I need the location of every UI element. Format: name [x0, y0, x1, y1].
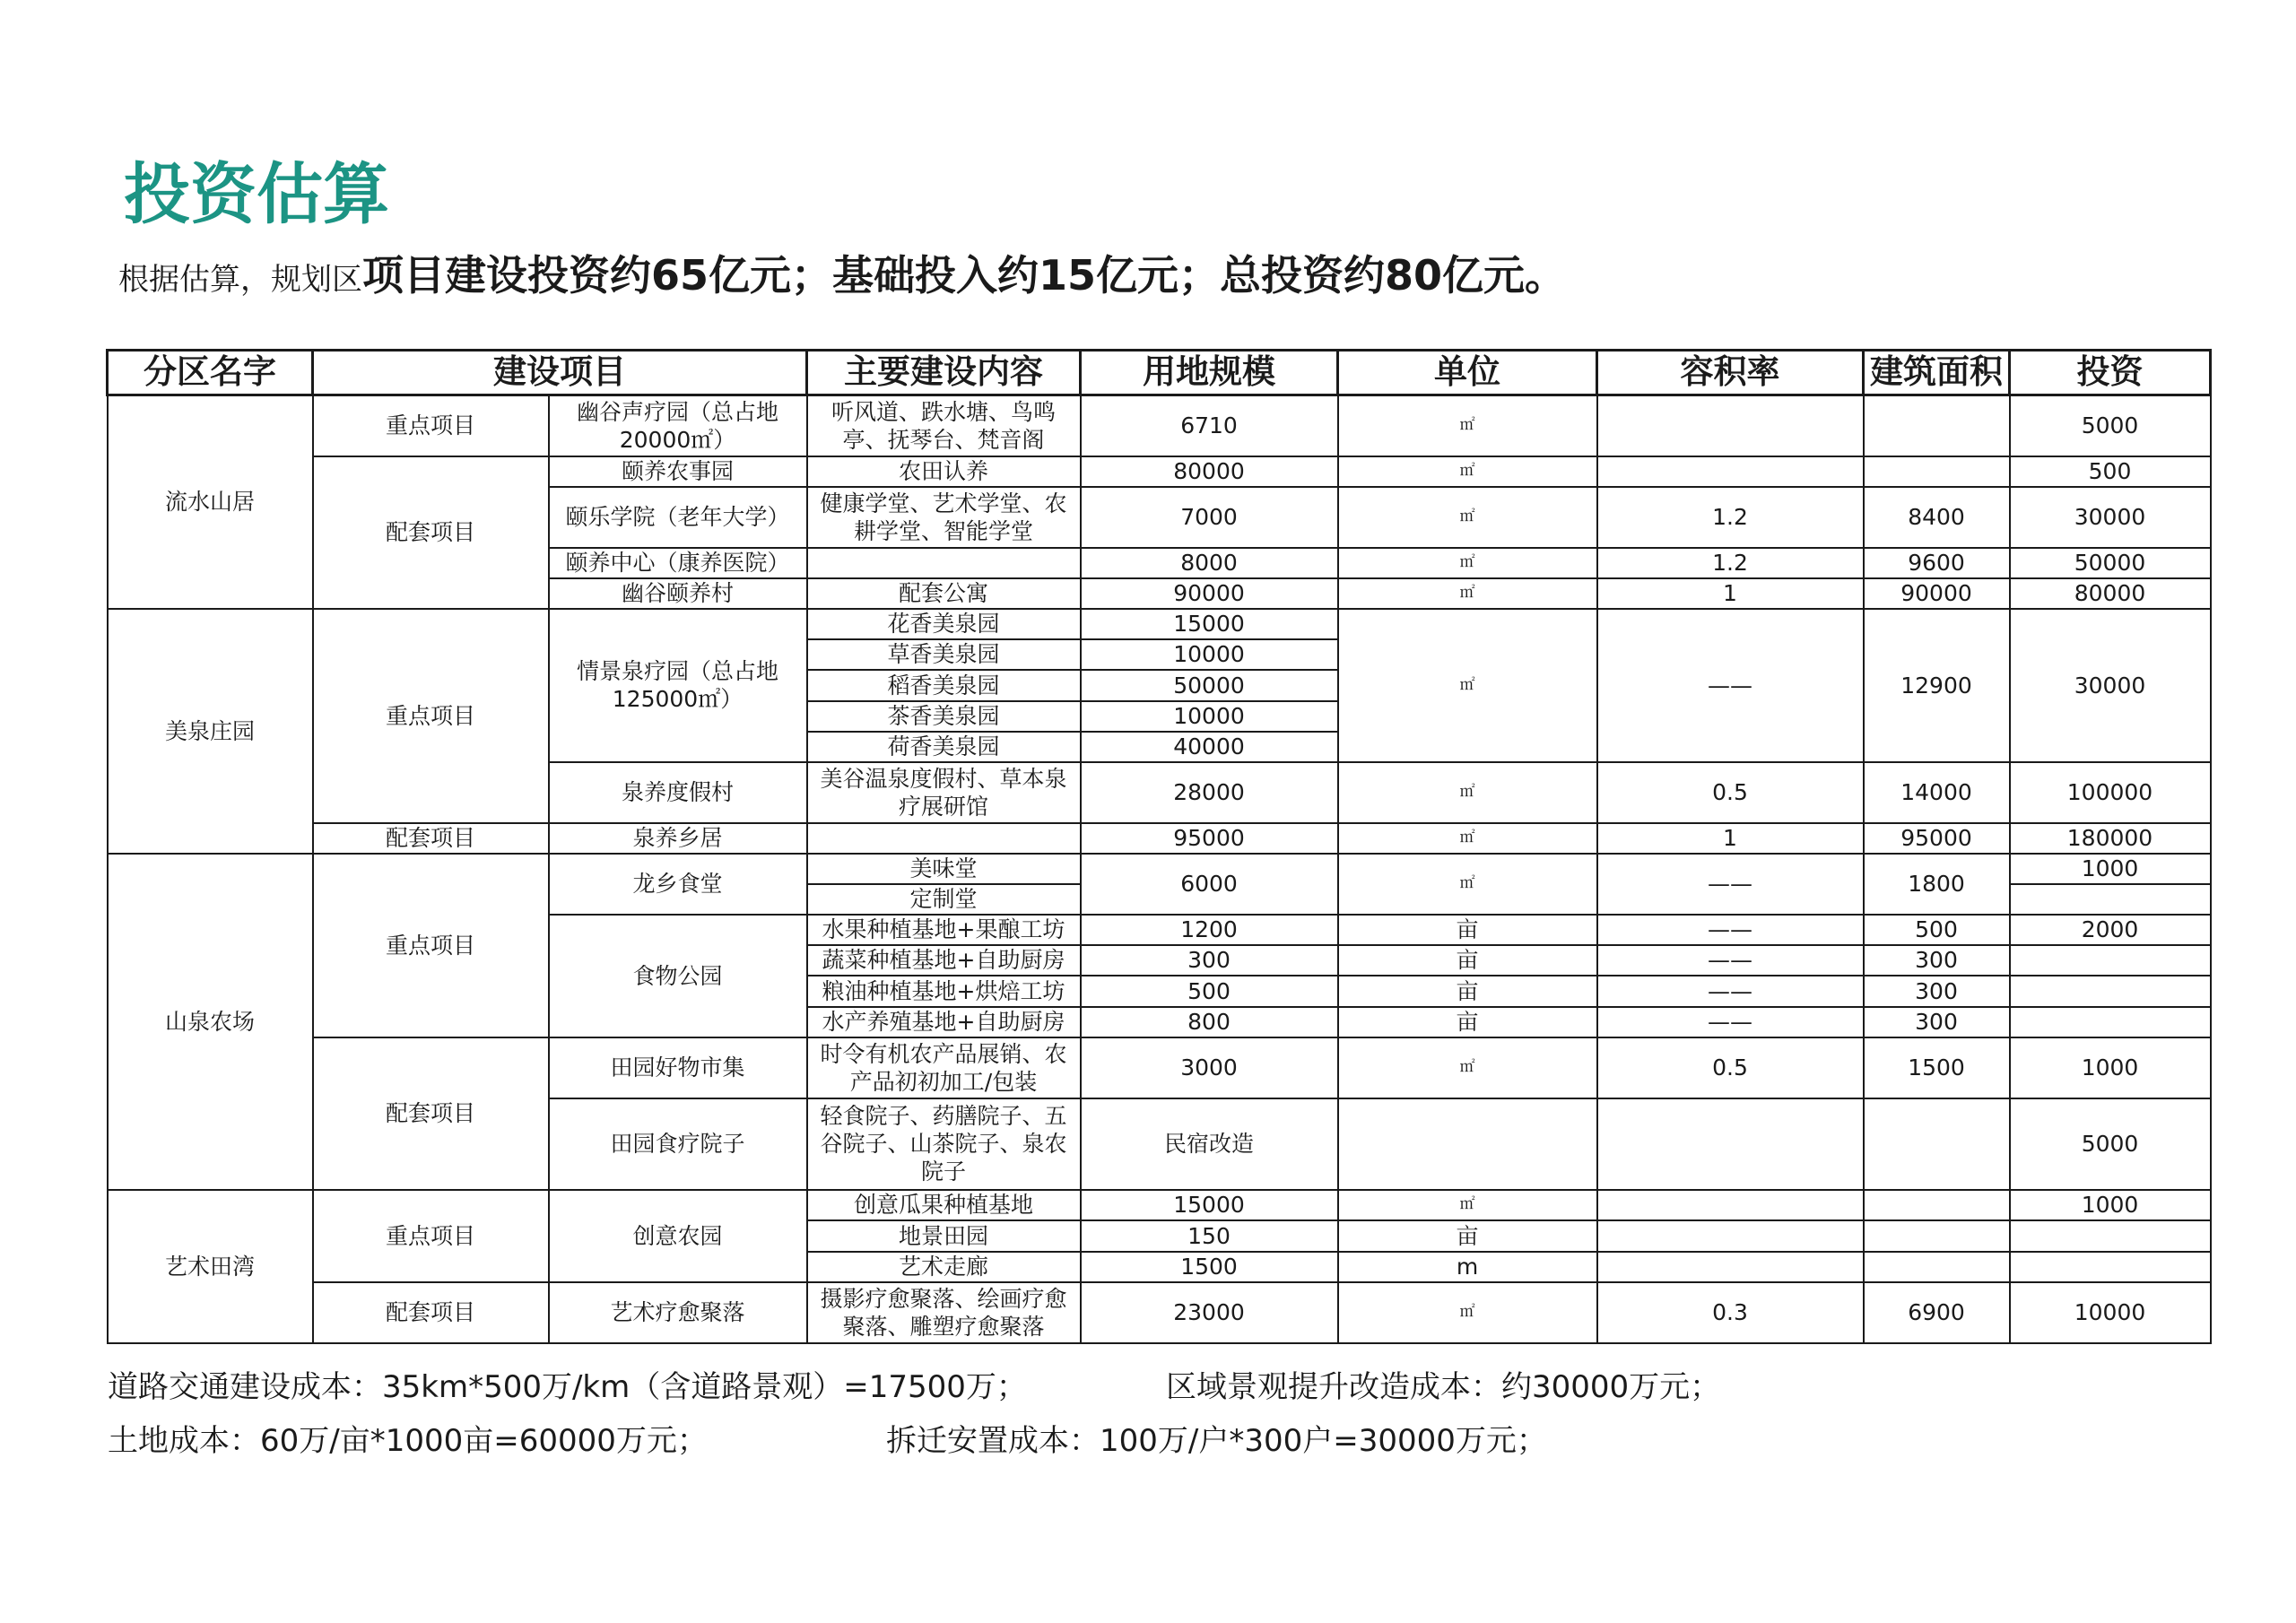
- content-cell: 创意瓜果种植基地: [807, 1190, 1081, 1220]
- invest-cell: 1000: [2010, 854, 2211, 884]
- land-cell: 500: [1081, 976, 1338, 1007]
- content-cell: 蔬菜种植基地+自助厨房: [807, 945, 1081, 976]
- content-cell: 美味堂: [807, 854, 1081, 884]
- table-row: [108, 823, 2211, 854]
- unit-cell: ㎡: [1338, 578, 1597, 609]
- unit-cell: ㎡: [1338, 487, 1597, 548]
- table-row: [108, 1037, 2211, 1098]
- invest-cell: [2010, 1220, 2211, 1252]
- content-cell: 地景田园: [807, 1220, 1081, 1252]
- project-cell: 泉养乡居: [549, 823, 807, 854]
- invest-cell: 1000: [2010, 1037, 2211, 1098]
- land-cell: 6710: [1081, 395, 1338, 456]
- area-cell: 12900: [1864, 609, 2010, 762]
- unit-cell: ㎡: [1338, 395, 1597, 456]
- table-row: [108, 456, 2211, 487]
- table-row: [108, 395, 2211, 456]
- area-cell: 8400: [1864, 487, 2010, 548]
- note-landscape-cost: 区域景观提升改造成本：约30000万元；: [1166, 1369, 1721, 1405]
- project-cell: 食物公园: [549, 915, 807, 1037]
- header-far: 容积率: [1597, 351, 1864, 395]
- category-cell: 配套项目: [313, 456, 549, 609]
- land-cell: 7000: [1081, 487, 1338, 548]
- table-row: [108, 1190, 2211, 1220]
- category-cell: 配套项目: [313, 1037, 549, 1190]
- land-cell: 15000: [1081, 1190, 1338, 1220]
- far-cell: 0.5: [1597, 762, 1864, 823]
- category-cell: 重点项目: [313, 1190, 549, 1282]
- header-zone: 分区名字: [108, 351, 313, 395]
- far-cell: 1.2: [1597, 548, 1864, 578]
- land-cell: 80000: [1081, 456, 1338, 487]
- content-cell: 花香美泉园: [807, 609, 1081, 639]
- invest-cell: [2010, 945, 2211, 976]
- land-cell: 90000: [1081, 578, 1338, 609]
- content-cell: 美谷温泉度假村、草本泉疗展研馆: [807, 762, 1081, 823]
- content-cell: 粮油种植基地+烘焙工坊: [807, 976, 1081, 1007]
- far-cell: ——: [1597, 945, 1864, 976]
- area-cell: 6900: [1864, 1282, 2010, 1343]
- area-cell: 500: [1864, 915, 2010, 945]
- unit-cell: ㎡: [1338, 609, 1597, 762]
- invest-cell: 10000: [2010, 1282, 2211, 1343]
- content-cell: 稻香美泉园: [807, 670, 1081, 701]
- area-cell: 300: [1864, 1007, 2010, 1037]
- area-cell: [1864, 1098, 2010, 1190]
- far-cell: 1: [1597, 823, 1864, 854]
- zone-cell: 流水山居: [108, 395, 313, 609]
- summary-line: [118, 251, 1567, 299]
- unit-cell: m: [1338, 1252, 1597, 1282]
- summary-main: 项目建设投资约65亿元；基础投入约15亿元；总投资约80亿元。: [362, 251, 1567, 299]
- area-cell: [1864, 1252, 2010, 1282]
- land-cell: 10000: [1081, 639, 1338, 670]
- land-cell: 23000: [1081, 1282, 1338, 1343]
- unit-cell: 亩: [1338, 915, 1597, 945]
- unit-cell: ㎡: [1338, 1282, 1597, 1343]
- area-cell: 95000: [1864, 823, 2010, 854]
- category-cell: 重点项目: [313, 854, 549, 1037]
- category-cell: 重点项目: [313, 609, 549, 823]
- far-cell: [1597, 1190, 1864, 1220]
- unit-cell: ㎡: [1338, 1037, 1597, 1098]
- land-cell: 1500: [1081, 1252, 1338, 1282]
- unit-cell: ㎡: [1338, 823, 1597, 854]
- invest-cell: [2010, 976, 2211, 1007]
- project-cell: 艺术疗愈聚落: [549, 1282, 807, 1343]
- land-cell: 95000: [1081, 823, 1338, 854]
- land-cell: 民宿改造: [1081, 1098, 1338, 1190]
- invest-cell: 50000: [2010, 548, 2211, 578]
- unit-cell: 亩: [1338, 976, 1597, 1007]
- table-header-row: [108, 351, 2211, 395]
- zone-cell: 艺术田湾: [108, 1190, 313, 1343]
- land-cell: 50000: [1081, 670, 1338, 701]
- project-cell: 幽谷声疗园（总占地20000㎡）: [549, 395, 807, 456]
- area-cell: 90000: [1864, 578, 2010, 609]
- invest-cell: [2010, 1007, 2211, 1037]
- area-cell: 1800: [1864, 854, 2010, 915]
- header-invest: 投资: [2010, 351, 2211, 395]
- content-cell: 听风道、跌水塘、鸟鸣亭、抚琴台、梵音阁: [807, 395, 1081, 456]
- content-cell: 草香美泉园: [807, 639, 1081, 670]
- project-cell: 创意农园: [549, 1190, 807, 1282]
- far-cell: [1597, 1252, 1864, 1282]
- note-relocation-cost: 拆迁安置成本：100万/户*300户=30000万元；: [886, 1423, 1547, 1459]
- content-cell: 摄影疗愈聚落、绘画疗愈聚落、雕塑疗愈聚落: [807, 1282, 1081, 1343]
- area-cell: [1864, 456, 2010, 487]
- area-cell: [1864, 395, 2010, 456]
- unit-cell: [1338, 1098, 1597, 1190]
- unit-cell: ㎡: [1338, 762, 1597, 823]
- invest-cell: 2000: [2010, 915, 2211, 945]
- invest-cell: 500: [2010, 456, 2211, 487]
- category-cell: 重点项目: [313, 395, 549, 456]
- area-cell: 300: [1864, 976, 2010, 1007]
- far-cell: [1597, 395, 1864, 456]
- content-cell: 时令有机农产品展销、农产品初初加工/包装: [807, 1037, 1081, 1098]
- table-row: [108, 1282, 2211, 1343]
- header-land: 用地规模: [1081, 351, 1338, 395]
- invest-cell: 5000: [2010, 1098, 2211, 1190]
- unit-cell: ㎡: [1338, 1190, 1597, 1220]
- far-cell: 1: [1597, 578, 1864, 609]
- far-cell: ——: [1597, 609, 1864, 762]
- project-cell: 田园好物市集: [549, 1037, 807, 1098]
- area-cell: 9600: [1864, 548, 2010, 578]
- content-cell: 艺术走廊: [807, 1252, 1081, 1282]
- land-cell: 300: [1081, 945, 1338, 976]
- far-cell: [1597, 456, 1864, 487]
- land-cell: 3000: [1081, 1037, 1338, 1098]
- land-cell: 150: [1081, 1220, 1338, 1252]
- invest-cell: [2010, 1252, 2211, 1282]
- content-cell: [807, 823, 1081, 854]
- far-cell: ——: [1597, 854, 1864, 915]
- table-row: [108, 609, 2211, 639]
- note-road-cost: 道路交通建设成本：35km*500万/km（含道路景观）=17500万；: [108, 1369, 1027, 1405]
- invest-cell: 30000: [2010, 609, 2211, 762]
- land-cell: 15000: [1081, 609, 1338, 639]
- project-cell: 颐乐学院（老年大学）: [549, 487, 807, 548]
- invest-cell: 5000: [2010, 395, 2211, 456]
- project-cell: 颐养中心（康养医院）: [549, 548, 807, 578]
- area-cell: [1864, 1190, 2010, 1220]
- content-cell: 水产养殖基地+自助厨房: [807, 1007, 1081, 1037]
- invest-cell: 1000: [2010, 1190, 2211, 1220]
- content-cell: 定制堂: [807, 884, 1081, 915]
- unit-cell: ㎡: [1338, 854, 1597, 915]
- note-land-cost: 土地成本：60万/亩*1000亩=60000万元；: [108, 1423, 708, 1459]
- header-content: 主要建设内容: [807, 351, 1081, 395]
- far-cell: ——: [1597, 1007, 1864, 1037]
- header-unit: 单位: [1338, 351, 1597, 395]
- project-cell: 情景泉疗园（总占地125000㎡）: [549, 609, 807, 762]
- category-cell: 配套项目: [313, 823, 549, 854]
- project-cell: 泉养度假村: [549, 762, 807, 823]
- content-cell: 轻食院子、药膳院子、五谷院子、山茶院子、泉农院子: [807, 1098, 1081, 1190]
- table-row: [108, 854, 2211, 884]
- content-cell: 荷香美泉园: [807, 732, 1081, 762]
- land-cell: 1200: [1081, 915, 1338, 945]
- content-cell: 水果种植基地+果酿工坊: [807, 915, 1081, 945]
- land-cell: 10000: [1081, 701, 1338, 732]
- area-cell: 14000: [1864, 762, 2010, 823]
- content-cell: 健康学堂、艺术学堂、农耕学堂、智能学堂: [807, 487, 1081, 548]
- header-project: 建设项目: [313, 351, 807, 395]
- far-cell: ——: [1597, 915, 1864, 945]
- project-cell: 龙乡食堂: [549, 854, 807, 915]
- unit-cell: 亩: [1338, 945, 1597, 976]
- page-title: 投资估算: [124, 156, 389, 233]
- far-cell: [1597, 1098, 1864, 1190]
- content-cell: 配套公寓: [807, 578, 1081, 609]
- unit-cell: 亩: [1338, 1220, 1597, 1252]
- zone-cell: 山泉农场: [108, 854, 313, 1190]
- unit-cell: 亩: [1338, 1007, 1597, 1037]
- content-cell: 茶香美泉园: [807, 701, 1081, 732]
- land-cell: 40000: [1081, 732, 1338, 762]
- area-cell: 300: [1864, 945, 2010, 976]
- land-cell: 28000: [1081, 762, 1338, 823]
- far-cell: 0.5: [1597, 1037, 1864, 1098]
- area-cell: [1864, 1220, 2010, 1252]
- area-cell: 1500: [1864, 1037, 2010, 1098]
- category-cell: 配套项目: [313, 1282, 549, 1343]
- far-cell: 0.3: [1597, 1282, 1864, 1343]
- invest-cell: [2010, 884, 2211, 915]
- invest-cell: 80000: [2010, 578, 2211, 609]
- invest-cell: 100000: [2010, 762, 2211, 823]
- land-cell: 6000: [1081, 854, 1338, 915]
- far-cell: 1.2: [1597, 487, 1864, 548]
- unit-cell: ㎡: [1338, 548, 1597, 578]
- project-cell: 颐养农事园: [549, 456, 807, 487]
- content-cell: [807, 548, 1081, 578]
- land-cell: 800: [1081, 1007, 1338, 1037]
- investment-table: [106, 349, 2212, 1344]
- invest-cell: 180000: [2010, 823, 2211, 854]
- header-area: 建筑面积: [1864, 351, 2010, 395]
- summary-prefix: 根据估算，规划区: [118, 262, 362, 298]
- unit-cell: ㎡: [1338, 456, 1597, 487]
- far-cell: ——: [1597, 976, 1864, 1007]
- project-cell: 幽谷颐养村: [549, 578, 807, 609]
- content-cell: 农田认养: [807, 456, 1081, 487]
- zone-cell: 美泉庄园: [108, 609, 313, 854]
- land-cell: 8000: [1081, 548, 1338, 578]
- invest-cell: 30000: [2010, 487, 2211, 548]
- project-cell: 田园食疗院子: [549, 1098, 807, 1190]
- far-cell: [1597, 1220, 1864, 1252]
